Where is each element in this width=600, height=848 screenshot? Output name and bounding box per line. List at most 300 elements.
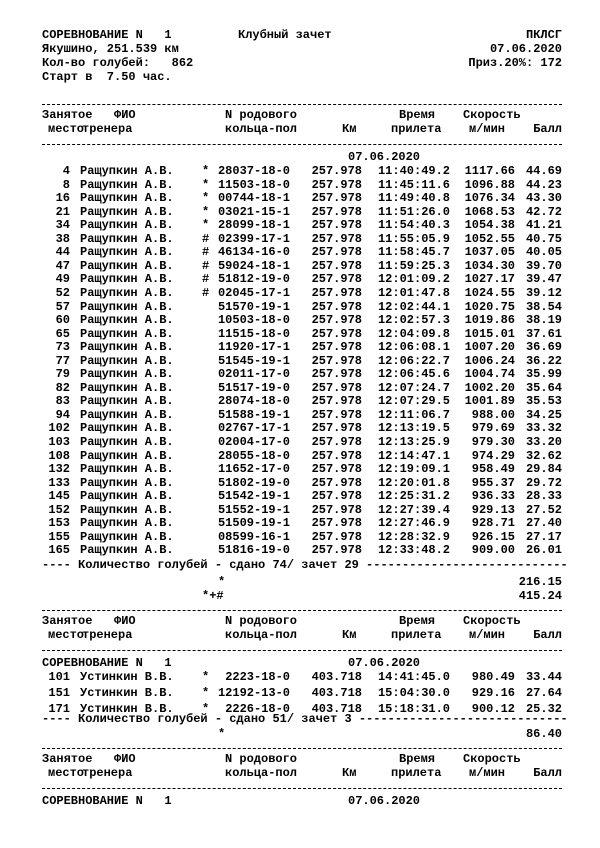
row-trainer: Ращупкин А.В. xyxy=(80,231,174,246)
rule xyxy=(42,610,562,611)
row-trainer: Ращупкин А.В. xyxy=(80,177,174,192)
table-row xyxy=(42,286,562,300)
row-ring: 51552-19-1 xyxy=(217,502,290,517)
row-time: 12:20:01.8 xyxy=(377,475,450,490)
table-row xyxy=(42,232,562,246)
row-ball: 33.20 xyxy=(525,435,562,449)
row-mark: # xyxy=(202,285,210,300)
row-mark: # xyxy=(202,245,210,260)
row-ring: 10503-18-0 xyxy=(217,313,290,328)
row-speed: 1001.89 xyxy=(464,394,515,409)
row-trainer: Ращупкин А.В. xyxy=(80,272,174,287)
row-time: 11:55:05.9 xyxy=(377,231,450,246)
race-date: 07.06.2020 xyxy=(489,42,562,56)
col-ball-header: Балл xyxy=(533,122,562,136)
row-speed: 1068.53 xyxy=(464,204,515,219)
table-row xyxy=(42,394,562,408)
row-ring: 51542-19-1 xyxy=(217,489,290,504)
row-km: 257.978 xyxy=(311,340,362,355)
birds-count: Кол-во голубей: 862 xyxy=(42,56,194,70)
table-row xyxy=(42,205,562,219)
col-ring-header: N родового xyxy=(225,752,298,766)
row-ring: 11920-17-1 xyxy=(217,340,290,355)
table-row xyxy=(42,462,562,476)
row-km: 257.978 xyxy=(311,258,362,273)
table-row xyxy=(42,354,562,368)
col-speed-header-2: м/мин xyxy=(469,628,506,642)
col-speed-header: Скорость xyxy=(463,614,521,628)
row-trainer: Ращупкин А.В. xyxy=(80,380,174,395)
col-speed-header-2: м/мин xyxy=(469,766,506,780)
row-time: 12:01:09.2 xyxy=(377,272,450,287)
table-row xyxy=(42,670,562,684)
col-km-header: Км xyxy=(342,628,357,642)
row-trainer: Ращупкин А.В. xyxy=(80,164,174,178)
row-km: 257.978 xyxy=(311,177,362,192)
total-mark: *+# xyxy=(202,589,224,603)
row-trainer: Устинкин В.В. xyxy=(80,670,174,684)
summary-line xyxy=(42,558,568,572)
row-mark: * xyxy=(202,686,210,700)
row-trainer: Ращупкин А.В. xyxy=(80,448,174,463)
column-header-line2 xyxy=(42,628,562,642)
row-km: 257.978 xyxy=(311,394,362,409)
row-mark: * xyxy=(202,204,210,219)
rule xyxy=(42,748,562,749)
row-time: 11:59:25.3 xyxy=(377,258,450,273)
row-ball: 29.72 xyxy=(525,475,562,490)
col-ring-header: N родового xyxy=(225,108,298,122)
table-row xyxy=(42,259,562,273)
row-place: 94 xyxy=(55,407,70,422)
row-ring: 28099-18-1 xyxy=(217,218,290,233)
row-ring: 28055-18-0 xyxy=(217,448,290,463)
row-ball: 38.19 xyxy=(525,313,562,328)
row-km: 257.978 xyxy=(311,407,362,422)
col-speed-header-2: м/мин xyxy=(469,122,506,136)
row-speed: 974.29 xyxy=(471,448,515,463)
row-km: 257.978 xyxy=(311,462,362,477)
row-place: 44 xyxy=(55,245,70,260)
row-trainer: Ращупкин А.В. xyxy=(80,502,174,517)
col-ball-header: Балл xyxy=(533,628,562,642)
col-ring-header: N родового xyxy=(225,614,298,628)
row-time: 11:51:26.0 xyxy=(377,204,450,219)
row-km: 257.978 xyxy=(311,367,362,382)
row-ball: 44.69 xyxy=(525,164,562,178)
row-speed: 1117.66 xyxy=(464,164,515,178)
row-ball: 37.61 xyxy=(525,326,562,341)
row-time: 12:19:09.1 xyxy=(377,462,450,477)
table-row xyxy=(42,340,562,354)
row-ball: 34.25 xyxy=(525,407,562,422)
summary-line xyxy=(42,712,568,726)
section-title-line xyxy=(42,656,562,670)
row-ball: 38.54 xyxy=(525,299,562,314)
row-km: 257.978 xyxy=(311,204,362,219)
row-ring: 28037-18-0 xyxy=(217,164,290,178)
row-time: 12:02:44.1 xyxy=(377,299,450,314)
row-speed: 909.00 xyxy=(471,543,515,558)
header-line-2 xyxy=(42,42,562,56)
row-place: 165 xyxy=(48,543,70,558)
row-trainer: Ращупкин А.В. xyxy=(80,340,174,355)
total-line xyxy=(42,589,562,603)
row-time: 12:13:25.9 xyxy=(377,435,450,449)
table-row xyxy=(42,245,562,259)
start-time: Старт в 7.50 час. xyxy=(42,70,172,84)
row-ball: 27.40 xyxy=(525,516,562,531)
col-ball-header: Балл xyxy=(533,766,562,780)
summary-text: ---- Количество голубей - сдано 74/ зачет 29 ---------------------------- xyxy=(42,558,568,572)
row-ring: 02045-17-1 xyxy=(217,285,290,300)
total-line xyxy=(42,727,562,741)
row-trainer: Ращупкин А.В. xyxy=(80,489,174,504)
row-speed: 1037.05 xyxy=(464,245,515,260)
row-ring: 51588-19-1 xyxy=(217,407,290,422)
row-ball: 25.32 xyxy=(525,702,562,716)
row-speed: 955.37 xyxy=(471,475,515,490)
row-speed: 980.49 xyxy=(471,670,515,684)
row-ball: 36.69 xyxy=(525,340,562,355)
row-place: 83 xyxy=(55,394,70,409)
row-trainer: Ращупкин А.В. xyxy=(80,475,174,490)
table-row xyxy=(42,476,562,490)
row-place: 38 xyxy=(55,231,70,246)
col-name-header: ФИО xyxy=(114,614,136,628)
row-mark: * xyxy=(202,191,210,206)
row-ball: 36.22 xyxy=(525,353,562,368)
row-ring: 46134-16-0 xyxy=(217,245,290,260)
row-km: 257.978 xyxy=(311,475,362,490)
row-ring: 51816-19-0 xyxy=(217,543,290,558)
row-trainer: Ращупкин А.В. xyxy=(80,421,174,436)
row-time: 12:02:57.3 xyxy=(377,313,450,328)
column-header-line1 xyxy=(42,108,562,122)
row-ring: 03021-15-1 xyxy=(217,204,290,219)
col-name-header-2: тренера xyxy=(82,628,133,642)
row-ring: 28074-18-0 xyxy=(217,394,290,409)
row-ring: 51570-19-1 xyxy=(217,299,290,314)
row-ring: 12192-13-0 xyxy=(217,686,290,700)
row-speed: 1034.30 xyxy=(464,258,515,273)
row-km: 257.978 xyxy=(311,218,362,233)
row-place: 52 xyxy=(55,285,70,300)
row-time: 11:45:11.6 xyxy=(377,177,450,192)
table-row xyxy=(42,686,562,700)
row-trainer: Ращупкин А.В. xyxy=(80,326,174,341)
col-ring-header-2: кольца-пол xyxy=(225,766,298,780)
row-km: 257.978 xyxy=(311,421,362,436)
row-trainer: Ращупкин А.В. xyxy=(80,462,174,477)
row-km: 257.978 xyxy=(311,448,362,463)
row-ball: 33.44 xyxy=(525,670,562,684)
row-place: 152 xyxy=(48,502,70,517)
row-time: 12:04:09.8 xyxy=(377,326,450,341)
row-time: 11:49:40.8 xyxy=(377,191,450,206)
row-place: 8 xyxy=(62,177,70,192)
row-ball: 39.47 xyxy=(525,272,562,287)
col-place-header-2: место xyxy=(48,766,85,780)
row-km: 257.978 xyxy=(311,231,362,246)
row-speed: 1096.88 xyxy=(464,177,515,192)
row-km: 257.978 xyxy=(311,164,362,178)
row-trainer: Ращупкин А.В. xyxy=(80,204,174,219)
row-place: 47 xyxy=(55,258,70,273)
row-ring: 51812-19-0 xyxy=(217,272,290,287)
row-mark: * xyxy=(202,702,210,716)
row-speed: 1076.34 xyxy=(464,191,515,206)
row-ring: 00744-18-1 xyxy=(217,191,290,206)
row-ball: 27.17 xyxy=(525,529,562,544)
table-row xyxy=(42,503,562,517)
row-ball: 43.30 xyxy=(525,191,562,206)
row-mark: # xyxy=(202,231,210,246)
row-ball: 27.64 xyxy=(525,686,562,700)
row-km: 257.978 xyxy=(311,245,362,260)
row-speed: 1002.20 xyxy=(464,380,515,395)
row-ball: 41.21 xyxy=(525,218,562,233)
row-time: 12:06:22.7 xyxy=(377,353,450,368)
row-trainer: Ращупкин А.В. xyxy=(80,435,174,449)
row-place: 102 xyxy=(48,421,70,436)
col-ring-header-2: кольца-пол xyxy=(225,628,298,642)
col-time-header: Время xyxy=(399,614,436,628)
row-ball: 35.99 xyxy=(525,367,562,382)
col-place-header-2: место xyxy=(48,628,85,642)
row-speed: 1006.24 xyxy=(464,353,515,368)
row-trainer: Ращупкин А.В. xyxy=(80,258,174,273)
row-speed: 1019.86 xyxy=(464,313,515,328)
row-trainer: Ращупкин А.В. xyxy=(80,516,174,531)
competition-number: СОРЕВНОВАНИЕ N 1 xyxy=(42,28,172,42)
section-date: 07.06.2020 xyxy=(348,656,421,670)
row-place: 103 xyxy=(48,435,70,449)
row-km: 257.978 xyxy=(311,326,362,341)
header-line-3 xyxy=(42,56,562,70)
row-ball: 33.32 xyxy=(525,421,562,436)
row-km: 403.718 xyxy=(311,686,362,700)
row-km: 403.718 xyxy=(311,670,362,684)
row-place: 60 xyxy=(55,313,70,328)
row-time: 12:27:39.4 xyxy=(377,502,450,517)
row-km: 257.978 xyxy=(311,502,362,517)
row-place: 82 xyxy=(55,380,70,395)
row-trainer: Устинкин В.В. xyxy=(80,702,174,716)
row-time: 12:28:32.9 xyxy=(377,529,450,544)
report-title: Клубный зачет xyxy=(238,28,332,42)
row-ball: 40.05 xyxy=(525,245,562,260)
row-km: 257.978 xyxy=(311,353,362,368)
row-mark: * xyxy=(202,177,210,192)
row-speed: 936.33 xyxy=(471,489,515,504)
row-mark: * xyxy=(202,670,210,684)
row-ball: 35.64 xyxy=(525,380,562,395)
row-km: 257.978 xyxy=(311,272,362,287)
row-time: 12:14:47.1 xyxy=(377,448,450,463)
row-ring: 02399-17-1 xyxy=(217,231,290,246)
row-mark: * xyxy=(202,218,210,233)
table-row xyxy=(42,300,562,314)
row-time: 12:33:48.2 xyxy=(377,543,450,558)
row-ball: 40.75 xyxy=(525,231,562,246)
release-place: Якушино, 251.539 км xyxy=(42,42,179,56)
rule xyxy=(42,144,562,145)
table-row xyxy=(42,218,562,232)
table-row xyxy=(42,489,562,503)
section-title-line xyxy=(42,794,562,808)
row-place: 151 xyxy=(48,686,70,700)
total-mark: * xyxy=(218,575,226,589)
col-time-header: Время xyxy=(399,108,436,122)
row-time: 12:11:06.7 xyxy=(377,407,450,422)
row-ring: 59024-18-1 xyxy=(217,258,290,273)
row-place: 77 xyxy=(55,353,70,368)
row-speed: 1052.55 xyxy=(464,231,515,246)
row-speed: 958.49 xyxy=(471,462,515,477)
row-place: 132 xyxy=(48,462,70,477)
row-ring: 02767-17-1 xyxy=(217,421,290,436)
table-row xyxy=(42,408,562,422)
row-speed: 979.30 xyxy=(471,435,515,449)
row-time: 15:04:30.0 xyxy=(377,686,450,700)
table-row xyxy=(42,449,562,463)
row-speed: 1020.75 xyxy=(464,299,515,314)
row-trainer: Ращупкин А.В. xyxy=(80,299,174,314)
section-date: 07.06.2020 xyxy=(348,794,421,808)
col-km-header: Км xyxy=(342,122,357,136)
table-row xyxy=(42,435,562,449)
row-km: 257.978 xyxy=(311,313,362,328)
competition-number: СОРЕВНОВАНИЕ N 1 xyxy=(42,656,172,670)
row-speed: 1054.38 xyxy=(464,218,515,233)
row-trainer: Ращупкин А.В. xyxy=(80,543,174,558)
table-row xyxy=(42,367,562,381)
table-row xyxy=(42,313,562,327)
col-place-header: Занятое xyxy=(42,614,93,628)
row-ball: 42.72 xyxy=(525,204,562,219)
row-trainer: Ращупкин А.В. xyxy=(80,529,174,544)
col-name-header: ФИО xyxy=(114,108,136,122)
row-trainer: Ращупкин А.В. xyxy=(80,353,174,368)
row-km: 257.978 xyxy=(311,299,362,314)
row-km: 257.978 xyxy=(311,543,362,558)
row-km: 257.978 xyxy=(311,516,362,531)
col-name-header-2: тренера xyxy=(82,766,133,780)
header-line-1 xyxy=(42,28,562,42)
row-ball: 28.33 xyxy=(525,489,562,504)
competition-number: СОРЕВНОВАНИЕ N 1 xyxy=(42,794,172,808)
row-trainer: Устинкин В.В. xyxy=(80,686,174,700)
row-place: 16 xyxy=(55,191,70,206)
table-row xyxy=(42,543,562,557)
row-ring: 11515-18-0 xyxy=(217,326,290,341)
row-time: 14:41:45.0 xyxy=(377,670,450,684)
row-place: 57 xyxy=(55,299,70,314)
col-time-header-2: прилета xyxy=(391,628,442,642)
row-ring: 2226-18-0 xyxy=(225,702,290,716)
row-speed: 929.16 xyxy=(471,686,515,700)
summary-text: ---- Количество голубей - сдано 51/ зачет 3 ----------------------------- xyxy=(42,712,568,726)
row-trainer: Ращупкин А.В. xyxy=(80,245,174,260)
row-place: 133 xyxy=(48,475,70,490)
row-ring: 51517-19-0 xyxy=(217,380,290,395)
section-date: 07.06.2020 xyxy=(348,150,421,164)
row-trainer: Ращупкин А.В. xyxy=(80,285,174,300)
total-value: 216.15 xyxy=(518,575,562,589)
row-ring: 02011-17-0 xyxy=(217,367,290,382)
row-time: 12:07:24.7 xyxy=(377,380,450,395)
table-row xyxy=(42,327,562,341)
table-row xyxy=(42,178,562,192)
organization: ПКЛСГ xyxy=(525,28,562,42)
row-trainer: Ращупкин А.В. xyxy=(80,394,174,409)
row-place: 145 xyxy=(48,489,70,504)
row-place: 101 xyxy=(48,670,70,684)
total-value: 415.24 xyxy=(518,589,562,603)
row-time: 11:40:49.2 xyxy=(377,164,450,178)
row-km: 257.978 xyxy=(311,529,362,544)
column-header-line2 xyxy=(42,766,562,780)
row-ring: 02004-17-0 xyxy=(217,435,290,449)
row-ring: 2223-18-0 xyxy=(225,670,290,684)
row-ring: 51802-19-0 xyxy=(217,475,290,490)
row-ring: 51545-19-1 xyxy=(217,353,290,368)
row-trainer: Ращупкин А.В. xyxy=(80,218,174,233)
row-ring: 08599-16-1 xyxy=(217,529,290,544)
row-speed: 1024.55 xyxy=(464,285,515,300)
table-row xyxy=(42,530,562,544)
row-speed: 926.15 xyxy=(471,529,515,544)
row-place: 65 xyxy=(55,326,70,341)
row-place: 49 xyxy=(55,272,70,287)
row-time: 11:54:40.3 xyxy=(377,218,450,233)
row-time: 11:58:45.7 xyxy=(377,245,450,260)
row-ball: 29.84 xyxy=(525,462,562,477)
rule xyxy=(42,650,562,651)
row-place: 153 xyxy=(48,516,70,531)
row-km: 257.978 xyxy=(311,191,362,206)
row-place: 171 xyxy=(48,702,70,716)
table-row xyxy=(42,164,562,178)
row-mark: # xyxy=(202,258,210,273)
row-ball: 27.52 xyxy=(525,502,562,517)
row-speed: 928.71 xyxy=(471,516,515,531)
section-date-line xyxy=(42,150,562,164)
col-place-header: Занятое xyxy=(42,752,93,766)
row-speed: 1007.20 xyxy=(464,340,515,355)
row-speed: 929.13 xyxy=(471,502,515,517)
row-trainer: Ращупкин А.В. xyxy=(80,367,174,382)
row-ball: 44.23 xyxy=(525,177,562,192)
total-mark: * xyxy=(218,727,226,741)
row-time: 12:07:29.5 xyxy=(377,394,450,409)
row-speed: 1004.74 xyxy=(464,367,515,382)
row-time: 12:25:31.2 xyxy=(377,489,450,504)
rule xyxy=(42,104,562,105)
row-time: 12:06:08.1 xyxy=(377,340,450,355)
row-trainer: Ращупкин А.В. xyxy=(80,191,174,206)
col-name-header: ФИО xyxy=(114,752,136,766)
col-name-header-2: тренера xyxy=(82,122,133,136)
row-km: 257.978 xyxy=(311,285,362,300)
total-line xyxy=(42,575,562,589)
row-place: 73 xyxy=(55,340,70,355)
row-place: 79 xyxy=(55,367,70,382)
row-trainer: Ращупкин А.В. xyxy=(80,313,174,328)
row-place: 155 xyxy=(48,529,70,544)
row-km: 257.978 xyxy=(311,435,362,449)
